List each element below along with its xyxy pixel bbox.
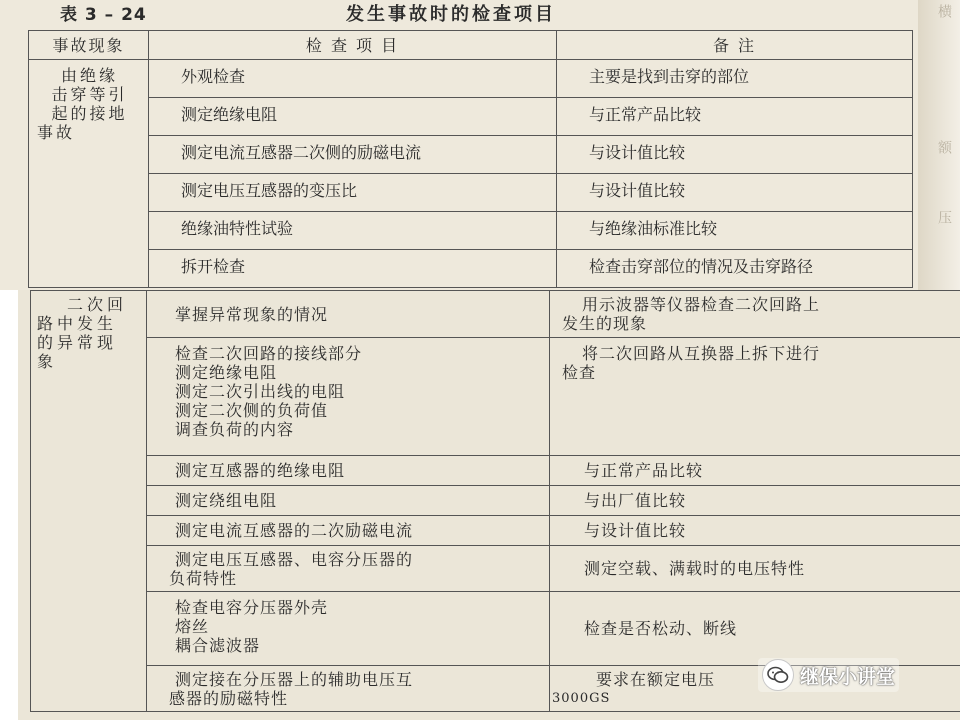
item-cell [147,291,550,338]
note-cell [550,291,960,338]
inspection-table-upper [28,30,913,288]
item-line: 调查负荷的内容 [175,420,295,439]
table-row [31,592,960,666]
phenomenon-line: 路中发生 [37,314,118,333]
item-line: 测定电压互感器、电容分压器的 [175,550,414,569]
item-line: 负荷特性 [169,569,238,588]
table-row [29,98,913,136]
note-line: 发生的现象 [562,314,648,333]
note-cell [550,338,960,456]
note-cell: 测定空载、满载时的电压特性 [550,546,960,592]
table-row [29,250,913,288]
item-line: 测定绝缘电阻 [175,363,278,382]
note-cell: 与正常产品比较 [557,98,913,136]
item-cell: 测定绕组电阻 [147,486,550,516]
table-number: 表 3 – 24 [60,5,147,25]
item-cell: 测定电压互感器的变压比 [149,174,557,212]
item-line: 测定二次侧的负荷值 [175,401,329,420]
header-phenomenon: 事故现象 [29,31,149,60]
note-line: 用示波器等仪器检查二次回路上 [582,295,821,314]
item-cell: 测定电流互感器的二次励磁电流 [147,516,550,546]
item-line: 感器的励磁特性 [169,689,289,708]
header-notes: 备 注 [557,31,913,60]
page-gap [0,290,18,720]
note-line: 要求在额定电压 [596,670,716,689]
note-cell: 与正常产品比较 [550,456,960,486]
phenomenon-line: 的异常现 [37,333,118,352]
phenomenon-line: 由绝缘 [60,66,118,85]
wechat-watermark [758,658,899,692]
table-row [29,60,913,98]
note-cell: 检查击穿部位的情况及击穿路径 [557,250,913,288]
phenomenon-line: 二次回 [67,295,128,314]
table-row [31,546,960,592]
phenomenon-line: 象 [37,352,58,371]
item-cell [147,666,550,712]
item-cell: 测定互感器的绝缘电阻 [147,456,550,486]
phenomenon-line: 起的接地 [51,104,128,123]
item-line: 熔丝 [175,617,210,636]
table-title: 发生事故时的检查项目 [346,4,556,25]
table-row [31,516,960,546]
table-header-row [29,31,913,60]
note-line: 将二次回路从互换器上拆下进行 [582,344,821,363]
item-line: 测定二次引出线的电阻 [175,382,346,401]
note-cell: 与出厂值比较 [550,486,960,516]
wechat-icon [762,659,794,691]
table-row [31,456,960,486]
table-row [31,486,960,516]
item-cell: 测定绝缘电阻 [149,98,557,136]
table-row [29,136,913,174]
table-row [31,291,960,338]
item-line: 检查二次回路的接线部分 [175,344,363,363]
table-row [31,338,960,456]
note-cell: 检查是否松动、断线 [550,592,960,666]
note-cell: 主要是找到击穿的部位 [557,60,913,98]
phenomenon-line: 事故 [37,123,76,142]
header-items: 检 查 项 目 [149,31,557,60]
note-cell: 与绝缘油标准比较 [557,212,913,250]
phenomenon-cell [29,60,149,288]
item-cell [147,546,550,592]
adjacent-page-edge: 横 额 压 [918,0,960,290]
note-line: 检查 [562,363,597,382]
note-cell: 与设计值比较 [557,174,913,212]
item-line: 掌握异常现象的情况 [175,304,329,324]
item-cell: 拆开检查 [149,250,557,288]
note-cell: 与设计值比较 [557,136,913,174]
phenomenon-cell [31,291,147,712]
phenomenon-line: 击穿等引 [51,85,128,104]
table-row [29,174,913,212]
note-line: 3000GS [552,691,611,706]
item-cell: 外观检查 [149,60,557,98]
watermark-text: 继保小讲堂 [800,665,896,688]
inspection-table-lower [30,290,960,712]
item-line: 耦合滤波器 [175,636,261,655]
item-line: 检查电容分压器外壳 [175,598,329,617]
item-cell: 测定电流互感器二次侧的励磁电流 [149,136,557,174]
item-cell: 绝缘油特性试验 [149,212,557,250]
note-cell: 与设计值比较 [550,516,960,546]
item-line: 测定接在分压器上的辅助电压互 [175,670,414,689]
item-cell [147,338,550,456]
item-cell [147,592,550,666]
table-row [29,212,913,250]
